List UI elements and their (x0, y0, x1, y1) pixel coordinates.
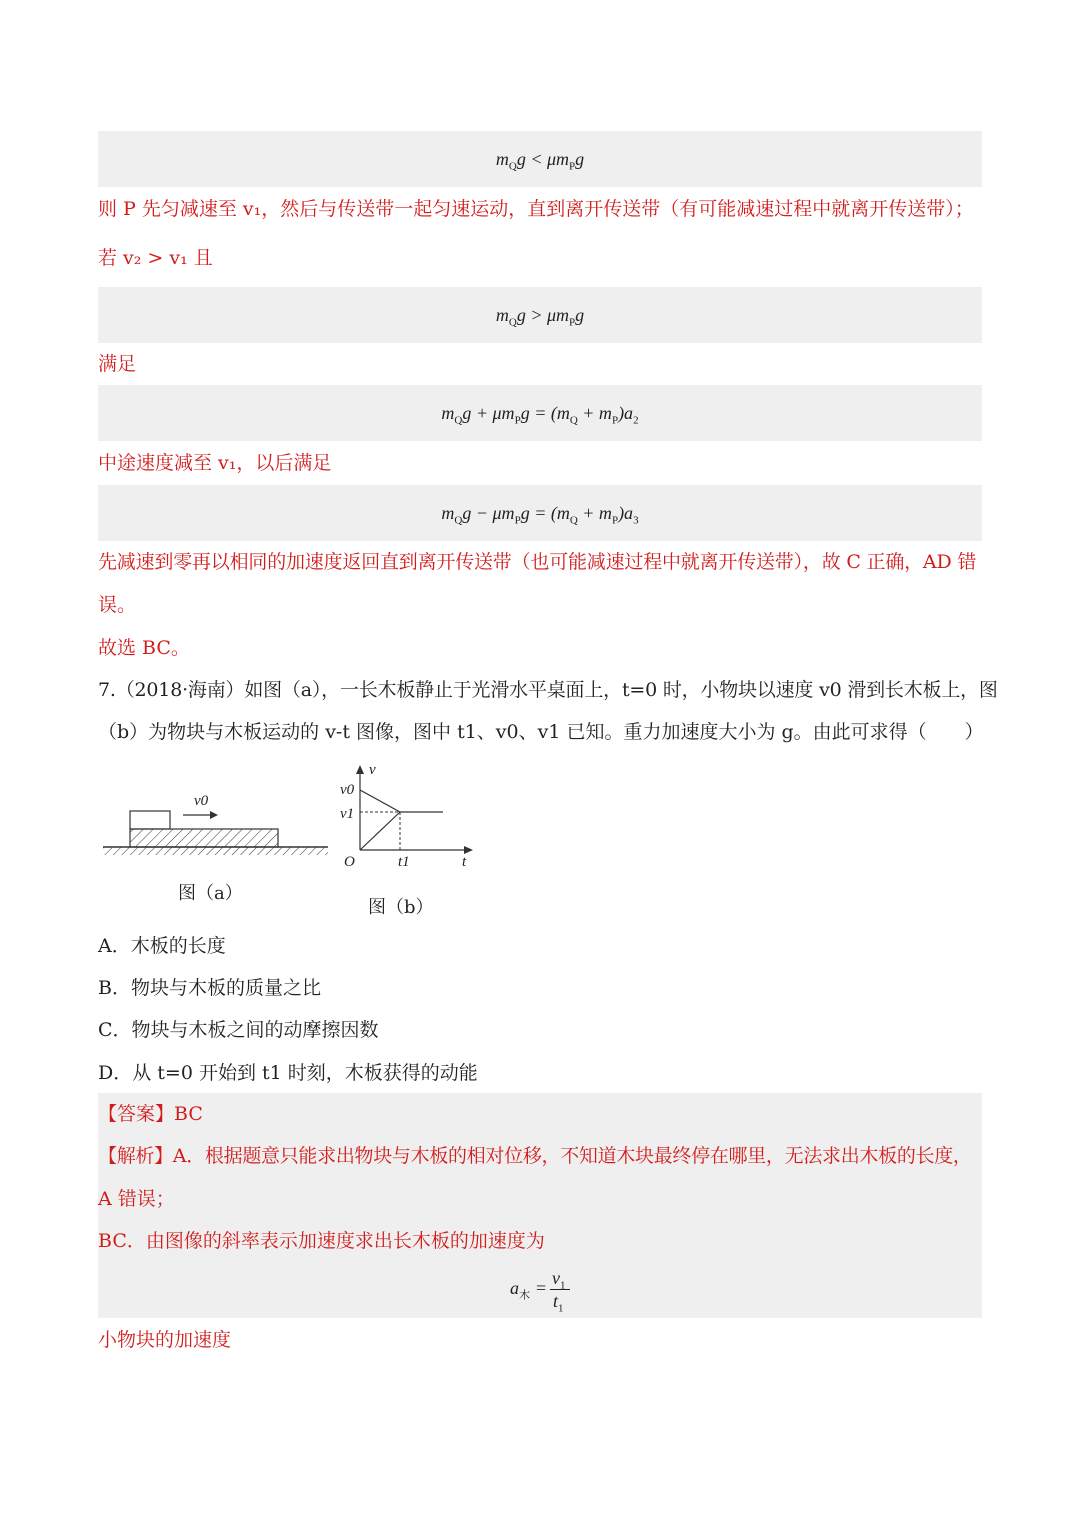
analysis-line-3: BC．由图像的斜率表示加速度求出长木板的加速度为 (98, 1230, 545, 1252)
board-line (360, 812, 400, 850)
equation-box-2: $m_Qg > \mu m_Pg$ (98, 287, 982, 343)
text-line-2: 若 v₂ > v₁ 且 (98, 247, 213, 269)
block-line (360, 790, 400, 812)
svg-text:v1: v1 (340, 806, 355, 822)
text-line-6: 故选 BC。 (98, 637, 190, 659)
equation-a-board: $a_木$ = $v_1$ $t_1$ (510, 1268, 580, 1316)
analysis-line-2: A 错误； (98, 1188, 175, 1210)
text-line-5b: 误。 (98, 594, 137, 616)
svg-text:t: t (462, 854, 467, 870)
fig-b-caption: 图（b） (368, 897, 434, 918)
figure-a (98, 785, 338, 865)
svg-text:v: v (369, 762, 376, 778)
question-7-line-1: 7.（2018·海南）如图（a），一长木板静止于光滑水平桌面上，t=0 时，小物块以速度 v0 滑到长木板上，图 (98, 679, 998, 701)
figure-b-vt-graph (338, 760, 478, 875)
equation-box-3: $m_Qg + \mu m_Pg = (m_Q + m_P)a_2$ (98, 385, 982, 441)
analysis-line-4: 小物块的加速度 (98, 1329, 232, 1351)
option-b: B．物块与木板的质量之比 (98, 977, 321, 999)
option-d: D．从 t=0 开始到 t1 时刻，木板获得的动能 (98, 1062, 478, 1084)
arrow-head-icon (210, 811, 218, 819)
svg-text:t1: t1 (398, 854, 410, 870)
t-axis-arrow-icon (464, 846, 473, 854)
text-line-4: 中途速度减至 v₁，以后满足 (98, 452, 332, 474)
fig-a-label-v0: v0 (194, 793, 209, 809)
svg-text:v0: v0 (340, 782, 355, 798)
option-c: C．物块与木板之间的动摩擦因数 (98, 1019, 379, 1041)
option-a: A．木板的长度 (98, 935, 226, 957)
equation-box-1: $m_Qg < \mu m_Pg$ (98, 131, 982, 187)
text-line-1: 则 P 先匀减速至 v₁，然后与传送带一起匀速运动，直到离开传送带（有可能减速过程中就离开传送带）； (98, 198, 974, 220)
long-board (130, 829, 278, 847)
ground-hatch (103, 847, 328, 855)
analysis-line-1: 【解析】A．根据题意只能求出物块与木板的相对位移，不知道木块最终停在哪里，无法求出木板的长度， (98, 1145, 972, 1167)
fig-a-caption: 图（a） (178, 883, 243, 904)
text-line-3: 满足 (98, 353, 137, 375)
question-7-line-2: （b）为物块与木板运动的 v-t 图像，图中 t1、v0、v1 已知。重力加速度大小为 g。由此可求得（ ） (98, 721, 984, 743)
svg-text:O: O (344, 854, 355, 870)
answer-line: 【答案】BC (98, 1103, 203, 1125)
text-line-5a: 先减速到零再以相同的加速度返回直到离开传送带（也可能减速过程中就离开传送带），故 C 正确，AD 错 (98, 551, 977, 573)
equation-box-4: $m_Qg - \mu m_Pg = (m_Q + m_P)a_3$ (98, 485, 982, 541)
small-block (130, 811, 170, 829)
v-axis-arrow-icon (356, 765, 364, 774)
